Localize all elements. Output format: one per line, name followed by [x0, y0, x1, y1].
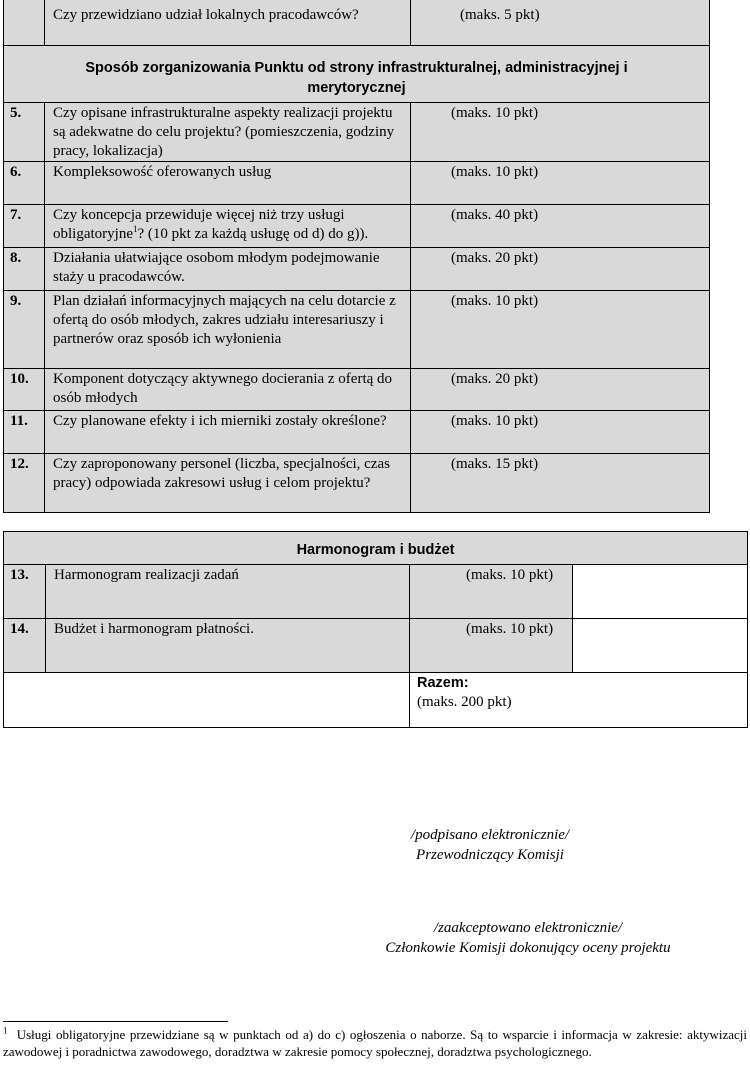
chair-title: Przewodniczący Komisji	[416, 847, 564, 863]
question-cell: Budżet i harmonogram płatności.	[46, 619, 410, 673]
question-text-a: Czy koncepcja przewiduje więcej niż trzy usługi obligatoryjne	[53, 206, 345, 242]
footnote-separator	[3, 1021, 228, 1022]
question-cell: Harmonogram realizacji zadań	[46, 565, 410, 619]
total-cell	[410, 673, 748, 728]
table-row	[4, 453, 710, 512]
members-signature-note: /zaakceptowano elektronicznie/	[433, 920, 623, 936]
footnote-marker: 1	[3, 1025, 8, 1036]
table-row	[4, 161, 710, 204]
question-cell: Czy przewidziano udział lokalnych pracodawców?	[45, 0, 411, 45]
row-number: 12.	[4, 453, 45, 512]
points-cell: (maks. 15 pkt)	[411, 453, 710, 512]
points-cell: (maks. 5 pkt)	[411, 0, 710, 45]
table-row	[4, 619, 748, 673]
row-number: 9.	[4, 290, 45, 368]
row-number: 6.	[4, 161, 45, 204]
question-cell: Czy planowane efekty i ich mierniki zostały określone?	[45, 410, 411, 453]
total-points: (maks. 200 pkt)	[417, 694, 512, 710]
footnote	[3, 1026, 747, 1060]
question-cell	[45, 204, 411, 247]
chair-signature-note: /podpisano elektronicznie/	[410, 827, 570, 843]
question-cell: Plan działań informacyjnych mających na celu dotarcie z ofertą do osób młodych, zakres udziału interesariuszy i partnerów oraz sposób ich wyłonienia	[45, 290, 411, 368]
points-cell: (maks. 10 pkt)	[411, 410, 710, 453]
table-row	[4, 204, 710, 247]
row-number: 10.	[4, 368, 45, 410]
members-title: Członkowie Komisji dokonujący oceny projektu	[385, 940, 671, 956]
question-cell: Działania ułatwiające osobom młodym podejmowanie staży u pracodawców.	[45, 247, 411, 290]
points-cell: (maks. 10 pkt)	[410, 619, 573, 673]
points-cell: (maks. 10 pkt)	[411, 290, 710, 368]
row-number: 5.	[4, 102, 45, 161]
question-cell: Czy zaproponowany personel (liczba, specjalności, czas pracy) odpowiada zakresowi usług i celom projektu?	[45, 453, 411, 512]
footnote-ref: 1	[132, 223, 138, 234]
table-row	[4, 565, 748, 619]
section-header-row	[4, 532, 748, 565]
members-signature	[360, 918, 696, 958]
points-cell: (maks. 10 pkt)	[411, 161, 710, 204]
points-cell: (maks. 20 pkt)	[411, 247, 710, 290]
section-header-row	[4, 45, 710, 102]
budget-table	[3, 531, 748, 728]
points-cell: (maks. 10 pkt)	[411, 102, 710, 161]
row-number: 11.	[4, 410, 45, 453]
table-row	[4, 290, 710, 368]
total-label: Razem:	[417, 675, 469, 691]
question-text-b: ? (10 pkt za każdą usługę od d) do g)).	[137, 225, 369, 242]
points-cell: (maks. 40 pkt)	[411, 204, 710, 247]
section-header: Harmonogram i budżet	[4, 532, 748, 565]
question-cell: Kompleksowość oferowanych usług	[45, 161, 411, 204]
table-row	[4, 102, 710, 161]
criteria-table	[3, 0, 710, 513]
chair-signature	[390, 825, 590, 865]
table-row	[4, 247, 710, 290]
points-cell: (maks. 20 pkt)	[411, 368, 710, 410]
score-cell	[573, 565, 748, 619]
table-row	[4, 0, 710, 45]
total-row	[4, 673, 748, 728]
row-number: 7.	[4, 204, 45, 247]
footnote-text: Usługi obligatoryjne przewidziane są w punktach od a) do c) ogłoszenia o naborze. Są to wsparcie i informacja w zakresie: aktywizacji zawodowej i poradnictwa zawodowego, doradztwa w zakresie pomocy społecznej, doradztwa psychologicznego.	[3, 1027, 747, 1059]
question-cell: Komponent dotyczący aktywnego docierania z ofertą do osób młodych	[45, 368, 411, 410]
question-cell: Czy opisane infrastrukturalne aspekty realizacji projektu są adekwatne do celu projektu? (pomieszczenia, godziny pracy, lokalizacja)	[45, 102, 411, 161]
row-number: 8.	[4, 247, 45, 290]
table-row	[4, 410, 710, 453]
row-number: 14.	[4, 619, 46, 673]
score-cell	[573, 619, 748, 673]
points-cell: (maks. 10 pkt)	[410, 565, 573, 619]
row-number: 13.	[4, 565, 46, 619]
section-header: Sposób zorganizowania Punktu od strony infrastrukturalnej, administracyjnej i merytorycznej	[4, 45, 710, 102]
table-row	[4, 368, 710, 410]
